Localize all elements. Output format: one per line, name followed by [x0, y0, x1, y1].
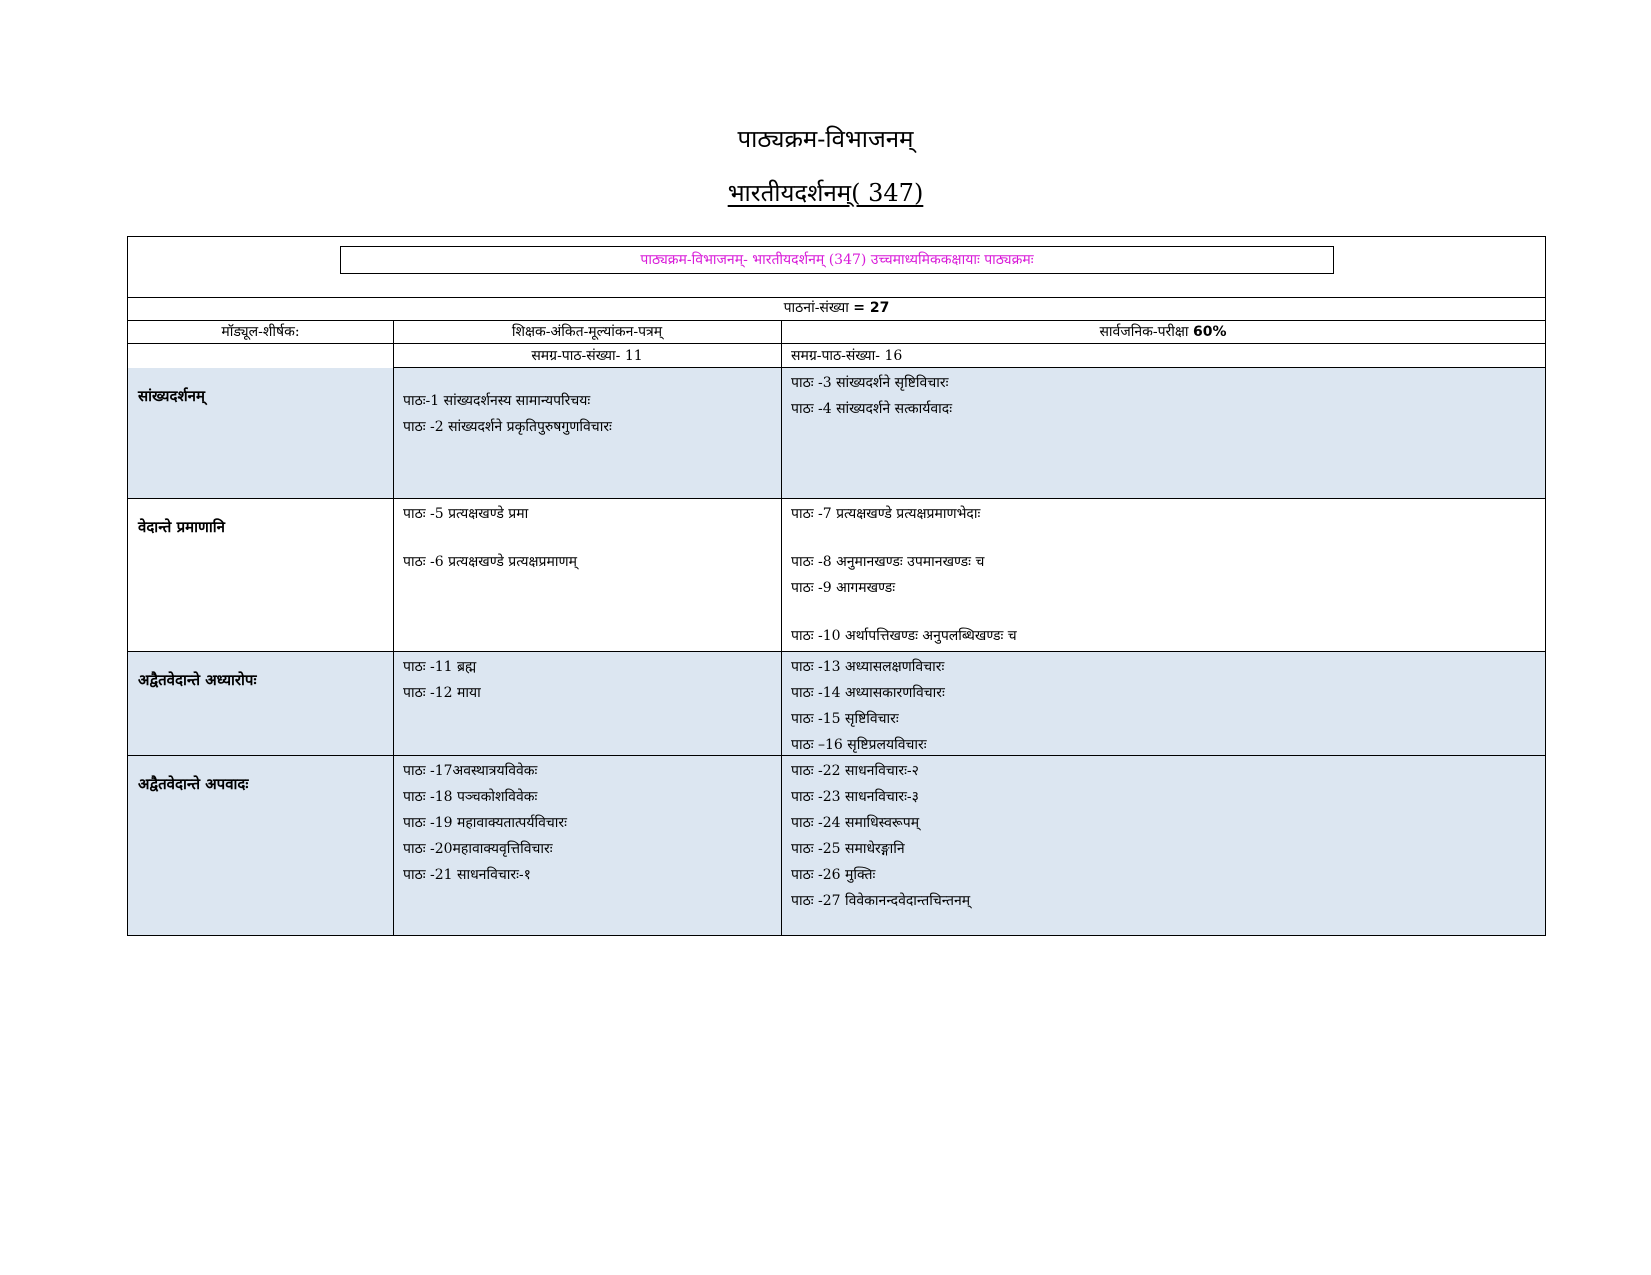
syllabus-table [127, 236, 1546, 936]
lesson-count-row [128, 297, 1545, 321]
lesson-item: पाठः -20महावाक्यवृत्तिविचारः [403, 841, 553, 857]
lesson-item: पाठः -19 महावाक्यतात्पर्यविचारः [403, 815, 567, 831]
module-title: अद्वैतवेदान्ते अपवादः [138, 775, 249, 793]
exam-cell [791, 654, 945, 758]
header-public-exam-pct: 60% [1193, 324, 1227, 340]
tma-cell [403, 654, 481, 706]
exam-cell [791, 501, 1017, 649]
table-row [128, 756, 1545, 935]
lesson-item: पाठः -12 माया [403, 685, 481, 701]
lesson-item: पाठः -6 प्रत्यक्षखण्डे प्रत्यक्षप्रमाणम् [403, 554, 577, 570]
page-title: पाठ्यक्रम-विभाजनम् [737, 125, 914, 153]
lesson-item: पाठः -26 मुक्तिः [791, 867, 876, 883]
lesson-item: पाठः -11 ब्रह्म [403, 659, 477, 675]
page-subtitle [0, 176, 1651, 209]
lesson-item: पाठः -25 समाधेरङ्गानि [791, 841, 905, 857]
lesson-item: पाठः -21 साधनविचारः-१ [403, 867, 531, 883]
tma-cell [403, 501, 577, 575]
lesson-item: पाठः -9 आगमखण्डः [791, 580, 896, 596]
banner-row [128, 237, 1545, 298]
lesson-item: पाठः -24 समाधिस्वरूपम् [791, 815, 920, 831]
column-divider [781, 320, 782, 935]
lesson-item: पाठः -8 अनुमानखण्डः उपमानखण्डः च [791, 554, 985, 570]
table-row [128, 368, 1545, 499]
lesson-count-label: पाठनां-संख्या [783, 300, 849, 316]
exam-cell [791, 758, 970, 914]
lesson-item: पाठः -18 पञ्चकोशविवेकः [403, 789, 538, 805]
header-tma-total: समग्र-पाठ-संख्या- 11 [393, 344, 781, 368]
table-row [128, 499, 1545, 652]
exam-cell [791, 370, 952, 422]
lesson-item: पाठः -7 प्रत्यक्षखण्डे प्रत्यक्षप्रमाणभेदाः [791, 506, 981, 522]
module-title: अद्वैतवेदान्ते अध्यारोपः [138, 671, 257, 689]
header-module: मॉड्यूल-शीर्षक: [128, 320, 393, 344]
header-public-exam [781, 320, 1545, 344]
lesson-item: पाठः -3 सांख्यदर्शने सृष्टिविचारः [791, 375, 949, 391]
lesson-item: पाठः -17अवस्थात्रयविवेकः [403, 763, 538, 779]
lesson-item: पाठः -27 विवेकानन्दवेदान्तचिन्तनम् [791, 893, 971, 909]
lesson-item: पाठः -14 अध्यासकारणविचारः [791, 685, 945, 701]
lesson-item: पाठः -5 प्रत्यक्षखण्डे प्रमा [403, 506, 529, 522]
column-divider [393, 320, 394, 935]
lesson-item: पाठः –16 सृष्टिप्रलयविचारः [791, 737, 927, 753]
header-public-exam-label: सार्वजनिक-परीक्षा [1099, 324, 1189, 340]
header-exam-total: समग्र-पाठ-संख्या- 16 [781, 344, 1545, 368]
lesson-item: पाठः-1 सांख्यदर्शनस्य सामान्यपरिचयः [403, 393, 591, 409]
lesson-item: पाठः -4 सांख्यदर्शने सत्कार्यवादः [791, 401, 953, 417]
header-tma: शिक्षक-अंकित-मूल्यांकन-पत्रम् [393, 320, 781, 344]
lesson-item: पाठः -10 अर्थापत्तिखण्डः अनुपलब्धिखण्डः च [791, 628, 1017, 644]
table-row [128, 652, 1545, 756]
lesson-item: पाठः -23 साधनविचारः-३ [791, 789, 919, 805]
lesson-item: पाठः -13 अध्यासलक्षणविचारः [791, 659, 945, 675]
lesson-item: पाठः -22 साधनविचारः-२ [791, 763, 919, 779]
module-title: वेदान्ते प्रमाणानि [138, 518, 225, 536]
module-title: सांख्यदर्शनम् [138, 387, 205, 405]
lesson-count-value: = 27 [853, 300, 890, 316]
lesson-item: पाठः -2 सांख्यदर्शने प्रकृतिपुरुषगुणविचारः [403, 419, 612, 435]
lesson-item: पाठः -15 सृष्टिविचारः [791, 711, 899, 727]
banner-box: पाठ्यक्रम-विभाजनम्- भारतीयदर्शनम् (347) उच्चमाध्यमिककक्षायाः पाठ्यक्रमः [340, 246, 1334, 274]
tma-cell [403, 758, 567, 888]
subtitle-text: भारतीयदर्शनम्( 347) [727, 179, 924, 207]
tma-cell [403, 388, 612, 440]
